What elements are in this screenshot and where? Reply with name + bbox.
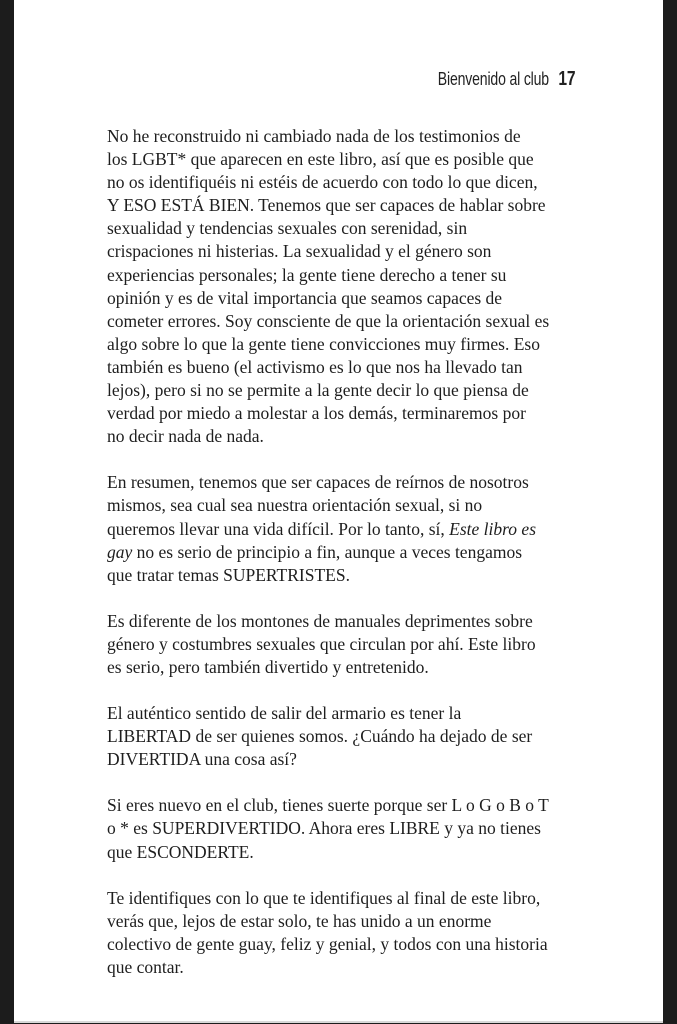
text-line: que ESCONDERTE. bbox=[107, 841, 254, 862]
text-line: que contar. bbox=[107, 956, 184, 977]
paragraph-1 bbox=[107, 125, 603, 448]
text-line: sexualidad y tendencias sexuales con serenidad, sin bbox=[107, 218, 468, 239]
text-line: El auténtico sentido de salir del armario es tener la bbox=[107, 703, 462, 724]
book-title-italic: Este libro es bbox=[449, 518, 536, 539]
text-line: mismos, sea cual sea nuestra orientación sexual, si no bbox=[107, 495, 483, 516]
text-line: Si eres nuevo en el club, tienes suerte porque ser L o G o B o T bbox=[107, 795, 549, 816]
text-segment: no es serio de principio a fin, aunque a veces tengamos bbox=[136, 541, 523, 562]
text-segment: queremos llevar una vida difícil. Por lo tanto, sí, bbox=[107, 518, 445, 539]
text-line: colectivo de gente guay, feliz y genial, y todos con una historia bbox=[107, 933, 548, 954]
book-page bbox=[14, 0, 663, 1023]
text-line: DIVERTIDA una cosa así? bbox=[107, 749, 297, 770]
paragraph-6 bbox=[107, 887, 603, 979]
text-line: Y ESO ESTÁ BIEN. Tenemos que ser capaces de hablar sobre bbox=[107, 195, 546, 216]
text-line: Te identifiques con lo que te identifiques al final de este libro, bbox=[107, 887, 541, 908]
text-line bbox=[107, 518, 603, 541]
paragraph-5 bbox=[107, 794, 603, 863]
text-line: algo sobre lo que la gente tiene convicciones muy firmes. Eso bbox=[107, 333, 540, 354]
text-line: crispaciones ni histerias. La sexualidad y el género son bbox=[107, 241, 492, 262]
text-line: lejos), pero si no se permite a la gente decir lo que piensa de bbox=[107, 380, 529, 401]
paragraph-4 bbox=[107, 702, 603, 771]
text-line: los LGBT* que aparecen en este libro, así que es posible que bbox=[107, 149, 534, 170]
text-line: es serio, pero también divertido y entretenido. bbox=[107, 656, 429, 677]
text-line: no decir nada de nada. bbox=[107, 426, 264, 447]
text-line: género y costumbres sexuales que circulan por ahí. Este libro bbox=[107, 633, 536, 654]
chapter-title: Bienvenido al club bbox=[437, 69, 549, 89]
book-title-italic: gay bbox=[107, 541, 133, 562]
text-line bbox=[107, 541, 603, 564]
page-number: 17 bbox=[557, 68, 575, 90]
running-header bbox=[437, 68, 575, 91]
body-text bbox=[107, 125, 603, 1002]
text-line: opinión y es de vital importancia que seamos capaces de bbox=[107, 287, 503, 308]
text-line: verás que, lejos de estar solo, te has unido a un enorme bbox=[107, 910, 492, 931]
text-line: cometer errores. Soy consciente de que la orientación sexual es bbox=[107, 310, 550, 331]
paragraph-2 bbox=[107, 471, 603, 586]
text-line: No he reconstruido ni cambiado nada de los testimonios de bbox=[107, 126, 521, 146]
text-line: también es bueno (el activismo es lo que nos ha llevado tan bbox=[107, 356, 523, 377]
text-line: o * es SUPERDIVERTIDO. Ahora eres LIBRE y ya no tienes bbox=[107, 818, 541, 839]
text-line: Es diferente de los montones de manuales deprimentes sobre bbox=[107, 610, 533, 631]
text-line: experiencias personales; la gente tiene derecho a tener su bbox=[107, 264, 507, 285]
text-line: LIBERTAD de ser quienes somos. ¿Cuándo ha dejado de ser bbox=[107, 726, 533, 747]
paragraph-3 bbox=[107, 610, 603, 679]
text-line: verdad por miedo a molestar a los demás, terminaremos por bbox=[107, 403, 526, 424]
text-line: no os identifiquéis ni estéis de acuerdo con todo lo que dicen, bbox=[107, 172, 538, 193]
text-line: que tratar temas SUPERTRISTES. bbox=[107, 564, 350, 585]
text-line: En resumen, tenemos que ser capaces de reírnos de nosotros bbox=[107, 472, 529, 493]
